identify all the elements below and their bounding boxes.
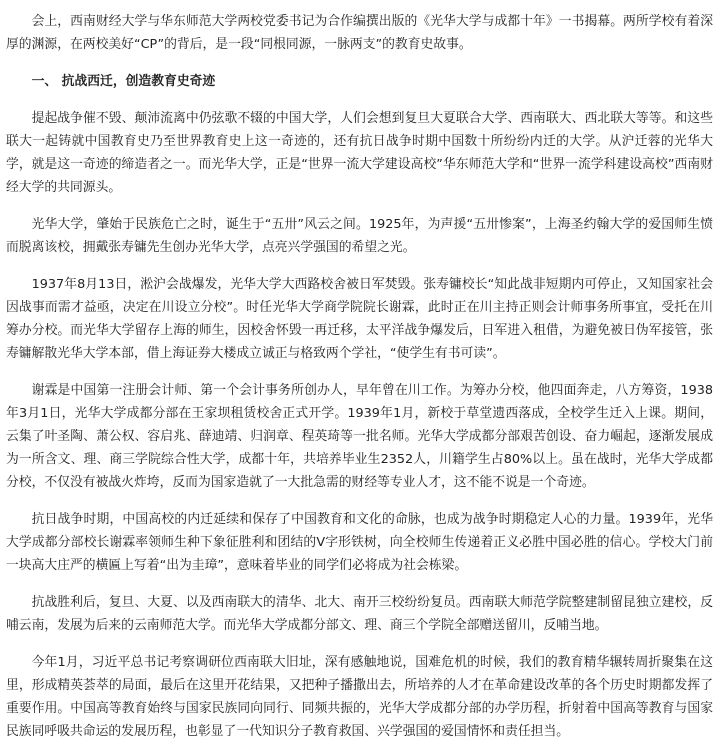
paragraph-gap: [6, 637, 713, 651]
paragraph-4: 谢霖是中国第一注册会计师、第一个会计事务所创办人，早年曾在川工作。为筹办分校，他四面奔走，八方筹资，1938年3月1日，光华大学成都分部在王家坝租赁校舍正式开学。1939年1月，新校于草堂遗西落成，全校学生迁入上课。期间，云集了叶圣陶、萧公权、容启兆、薛迪靖、归润章、程英琦等一批名师。光华大学成都分部艰苦创设、奋力崛起，逐渐发展成为一所含文、理、商三学院综合性大学，成都十年，共培养毕业生2352人，川籍学生占80%以上。虽在战时，光华大学成都分校，不仅没有被战火炸垮，反而为国家造就了一大批急需的财经等专业人才，这不能不说是一个奇迹。: [6, 383, 713, 490]
paragraph-gap: [6, 259, 713, 273]
paragraph-gap: [6, 494, 713, 508]
paragraph-1: 提起战争催不毁、颠沛流离中仍弦歌不辍的中国大学，人们会想到复旦大夏联合大学、西南联大、西北联大等等。和这些联大一起铸就中国教育史乃至世界教育史上这一奇迹的，还有抗日战争时期中国数十所纷纷内迁的大学。从沪迁蓉的光华大学，就是这一奇迹的缔造者之一。而光华大学，正是“世界一流大学建设高校”华东师范大学和“世界一流学科建设高校”西南财经大学的共同源头。: [6, 111, 713, 195]
paragraph-gap: [6, 199, 713, 213]
paragraph-7: 今年1月，习近平总书记考察调研位西南联大旧址，深有感触地说，国难危机的时候，我们的教育精华辗转周折聚集在这里，形成精英荟萃的局面，最后在这里开花结果，又把种子播撒出去，所培养的人才在革命建设改革的各个历史时期都发挥了重要作用。中国高等教育始终与国家民族同向同行、同频共振的，光华大学成都分部的办学历程，折射着中国高等教育与国家民族同呼吸共命运的发展历程，也彰显了一代知识分子教育救国、兴学强国的爱国情怀和责任担当。: [6, 655, 713, 739]
intro-paragraph: 会上，西南财经大学与华东师范大学两校党委书记为合作编撰出版的《光华大学与成都十年》一书揭幕。两所学校有着深厚的渊源，在两校美好“CP”的背后，是一段“同根同源，一脉两支”的教育史故事。: [6, 14, 713, 52]
paragraph-3: 1937年8月13日，淞沪会战爆发，光华大学大西路校舍被日军焚毁。张寿镛校长“知此战非短期内可停止，又知国家社会因战事而需才益亟，决定在川设立分校”。时任光华大学商学院院长谢霖，此时正在川主持正则会计师事务所事宜，受托在川筹办分校。而光华大学留存上海的师生，因校舍怀毁一再迁移，太平洋战争爆发后，日军进入租借，为避免被日伪军接管，张寿镛解散光华大学本部，借上海证券大楼成立诚正与格致两个学社，“使学生有书可读”。: [6, 277, 713, 361]
paragraph-gap: [6, 365, 713, 379]
paragraph-gap: [6, 577, 713, 591]
paragraph-2: 光华大学，肇始于民族危亡之时，诞生于“五卅”风云之间。1925年，为声援“五卅惨案”，上海圣约翰大学的爱国师生愤而脱离该校，拥戴张寿镛先生创办光华大学，点亮兴学强国的希望之光。: [6, 217, 713, 255]
section-heading: 一、 抗战西迁，创造教育史奇迹: [31, 74, 216, 89]
paragraph-gap: [6, 93, 713, 107]
paragraph-5: 抗日战争时期，中国高校的内迁延续和保存了中国教育和文化的命脉，也成为战争时期稳定人心的力量。1939年，光华大学成都分部校长谢霖率领师生种下象征胜利和团结的V字形铁树，向全校师生传递着正义必胜中国必胜的信心。学校大门前一块高大庄严的横匾上写着“出为圭璋”，意味着毕业的同学们必将成为社会栋梁。: [6, 512, 713, 573]
paragraph-6: 抗战胜利后，复旦、大夏、以及西南联大的清华、北大、南开三校纷纷复员。西南联大师范学院整建制留昆独立建校，反哺云南，发展为后来的云南师范大学。而光华大学成都分部文、理、商三个学院全部赠送留川，反哺当地。: [6, 595, 713, 633]
paragraph-gap: [6, 56, 713, 70]
